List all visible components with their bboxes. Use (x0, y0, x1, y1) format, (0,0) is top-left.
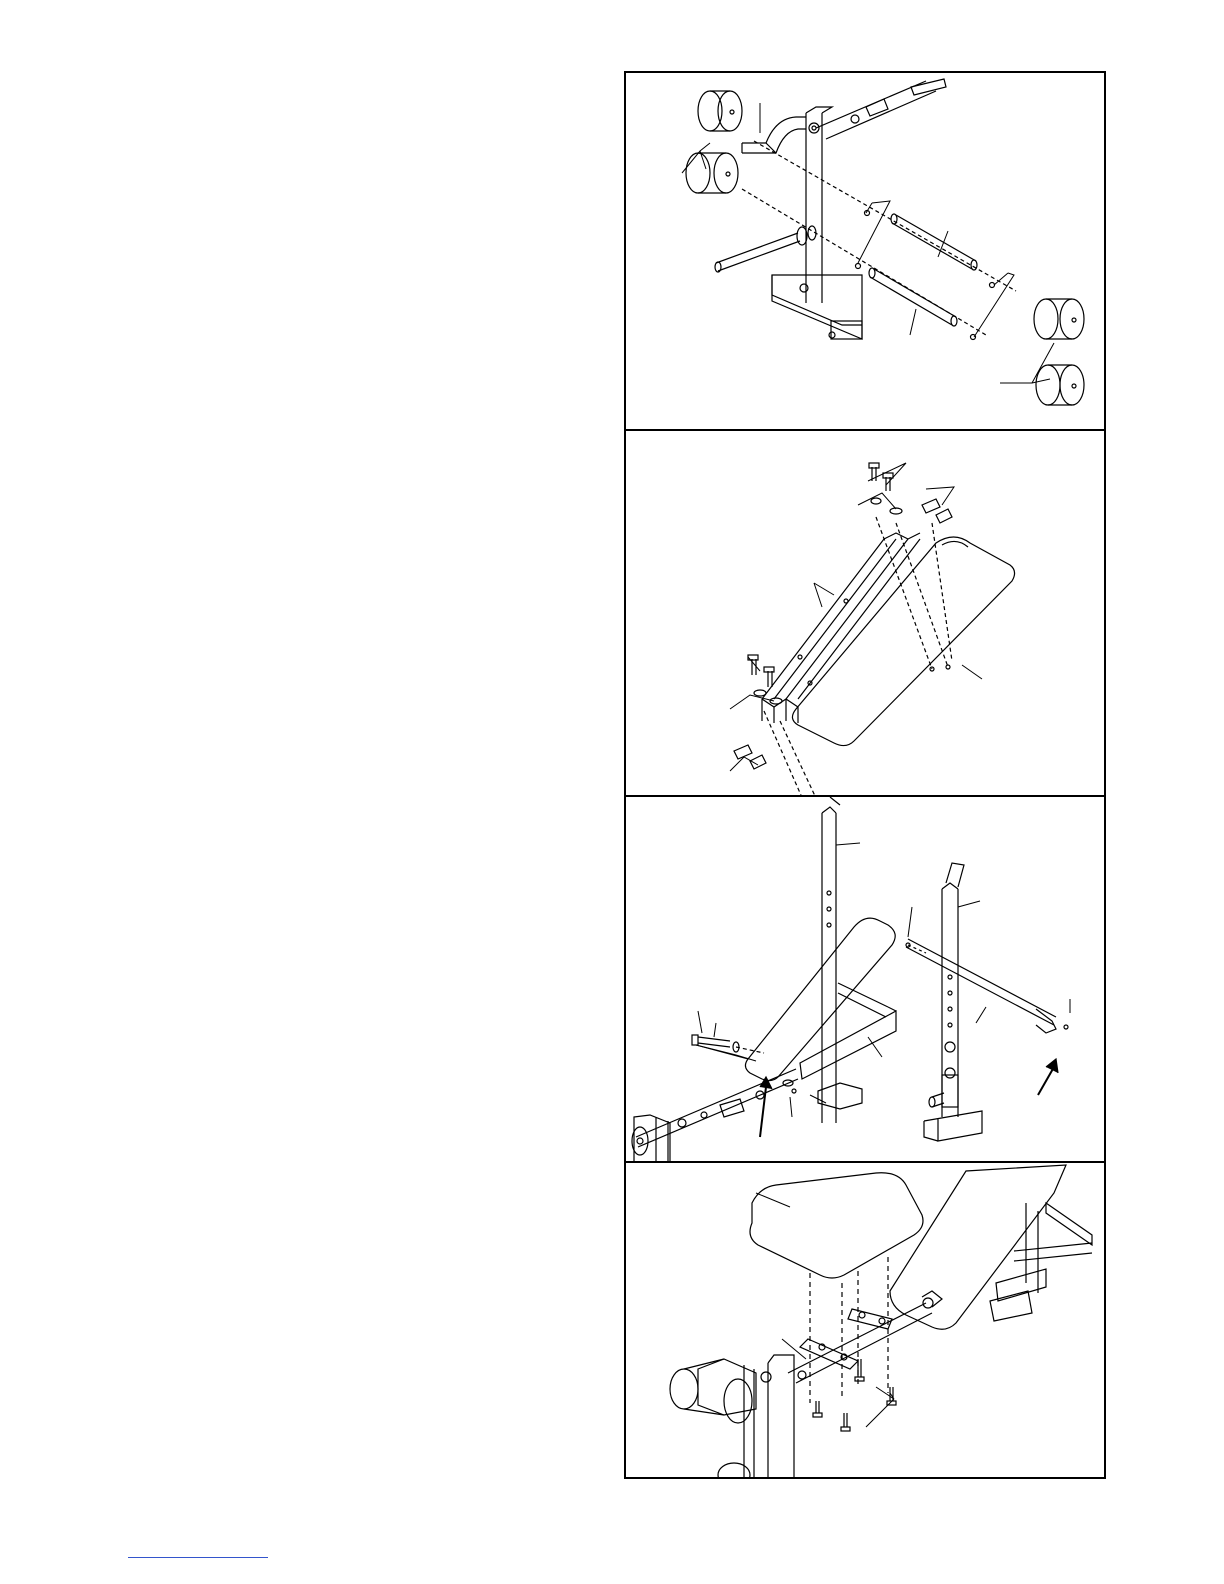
bolt-top-right (883, 473, 893, 491)
screw-1 (813, 1401, 822, 1417)
leg-lever-assembly-drawing (626, 73, 1104, 429)
screw-2 (841, 1413, 850, 1431)
backrest-assembly-drawing (626, 797, 1104, 1163)
instruction-text-column (40, 70, 600, 1480)
figure-step-4 (626, 1161, 1104, 1479)
assembly-figure-column (624, 71, 1106, 1479)
seat-frame-assembly-drawing (626, 431, 1104, 797)
figure-step-2 (626, 429, 1104, 797)
foam-roller-upper-right (1034, 299, 1084, 339)
seat-pad-mounting-drawing (626, 1163, 1104, 1479)
roller-tube-lower (869, 268, 957, 326)
footer-rule (128, 1557, 268, 1558)
foam-roller-lower-right (1036, 365, 1084, 405)
figure-step-3 (626, 795, 1104, 1163)
foam-roller-upper-left (698, 91, 742, 131)
roller-tube-upper (891, 214, 977, 270)
figure-step-1 (626, 73, 1104, 429)
